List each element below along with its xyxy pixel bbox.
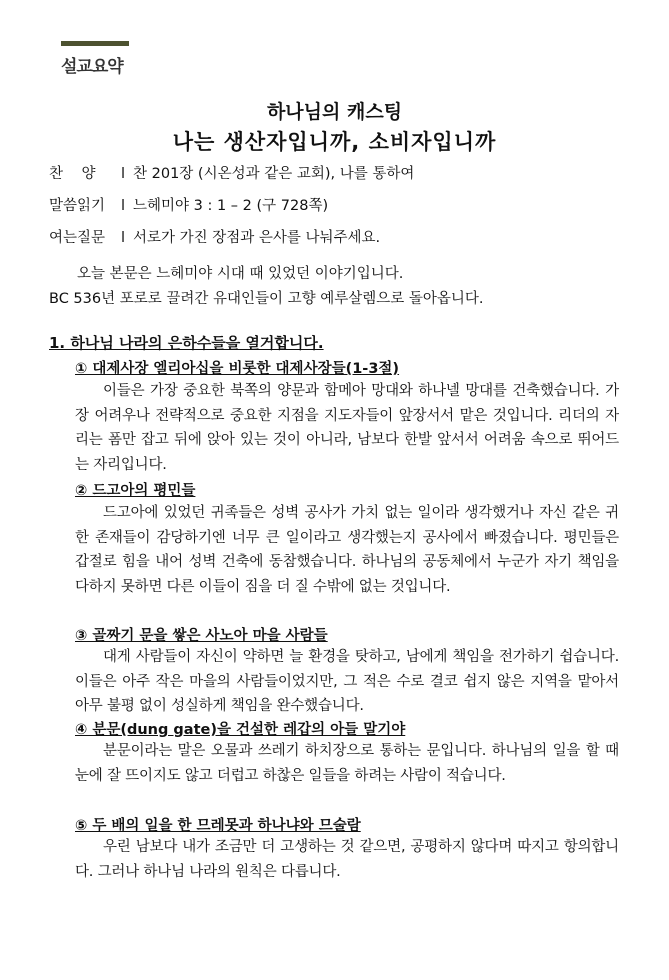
info-value: 찬 201장 (시온성과 같은 교회), 나를 통하여 [133,166,415,182]
info-value: 서로가 가진 장점과 은사를 나눠주세요. [133,230,381,246]
sermon-title: 하나님의 캐스팅 [266,101,403,123]
sermon-summary-badge [61,41,129,77]
subsection-3-title: ③ 골짜기 문을 쌓은 사노아 마을 사람들 [75,628,328,644]
badge-bar [61,41,129,46]
subsection-4-body: 분문이라는 말은 오물과 쓰레기 하치장으로 통하는 문입니다. 하나님의 일을 할 때 눈에 잘 뜨이지도 않고 더럽고 하찮은 일들을 하려는 사람이 적습니다. [75,743,619,784]
subsection-5-title: ⑤ 두 배의 일을 한 므레못과 하나냐와 므술람 [75,818,361,834]
subsection-2-body: 드고아에 있었던 귀족들은 성벽 공사가 가치 없는 일이라 생각했거나 자신 같은 귀한 존재들이 감당하기엔 너무 큰 일이라고 생각했는지 공사에서 빠졌습니다. 평민들은 갑절로 힘을 내어 성벽 건축에 동참했습니다. 하나님의 공동체에서 누군가 자기 책임을 다하지 못하면 다른 이들이 짐을 더 질 수밖에 없는 것입니다. [75,505,619,595]
info-hymn [49,162,414,183]
info-reading [49,194,328,215]
subsection-5-body: 우린 남보다 내가 조금만 더 고생하는 것 같으면, 공평하지 않다며 따지고 항의합니다. 그러나 하나님 나라의 원칙은 다릅니다. [75,839,619,880]
section-1-title: 1. 하나님 나라의 은하수들을 열거합니다. [49,334,324,352]
info-value: 느헤미야 3 : 1 – 2 (구 728쪽) [133,198,329,214]
subsection-1-title: ① 대제사장 엘리아십을 비롯한 대제사장들(1-3절) [75,361,400,377]
intro-line-2: BC 536년 포로로 끌려간 유대인들이 고향 예루살렘으로 돌아옵니다. [49,291,484,307]
sermon-subtitle: 나는 생산자입니까, 소비자입니까 [172,130,497,154]
info-label: 여는질문 [49,230,106,246]
badge-label: 설교요약 [61,57,123,77]
subsection-2-title: ② 드고아의 평민들 [75,483,196,499]
info-separator: l [121,198,126,214]
intro-line-1: 오늘 본문은 느헤미야 시대 때 있었던 이야기입니다. [77,266,404,282]
subsection-1-body: 이들은 가장 중요한 북쪽의 양문과 함메아 망대와 하나넬 망대를 건축했습니다. 가장 어려우나 전략적으로 중요한 지점을 지도자들이 앞장서서 맡은 것입니다. 리더의 자리는 폼만 잡고 뒤에 앉아 있는 것이 아니라, 남보다 한발 앞서서 어려움 속으로 뛰어드는 자리입니다. [75,383,619,473]
subsection-4-title: ④ 분문(dung gate)을 건설한 레갑의 아들 말기야 [75,722,406,738]
subsection-3-body: 대게 사람들이 자신이 약하면 늘 환경을 탓하고, 남에게 책임을 전가하기 쉽습니다. 이들은 아주 작은 마을의 사람들이었지만, 그 적은 수로 결코 쉽지 않은 지역을 맡아서 아무 불평 없이 성실하게 책임을 완수했습니다. [75,649,619,714]
info-separator: l [121,230,126,246]
info-question [49,226,380,247]
info-separator: l [121,166,126,182]
info-label: 말씀읽기 [49,198,106,214]
info-label: 찬 양 [49,166,96,182]
